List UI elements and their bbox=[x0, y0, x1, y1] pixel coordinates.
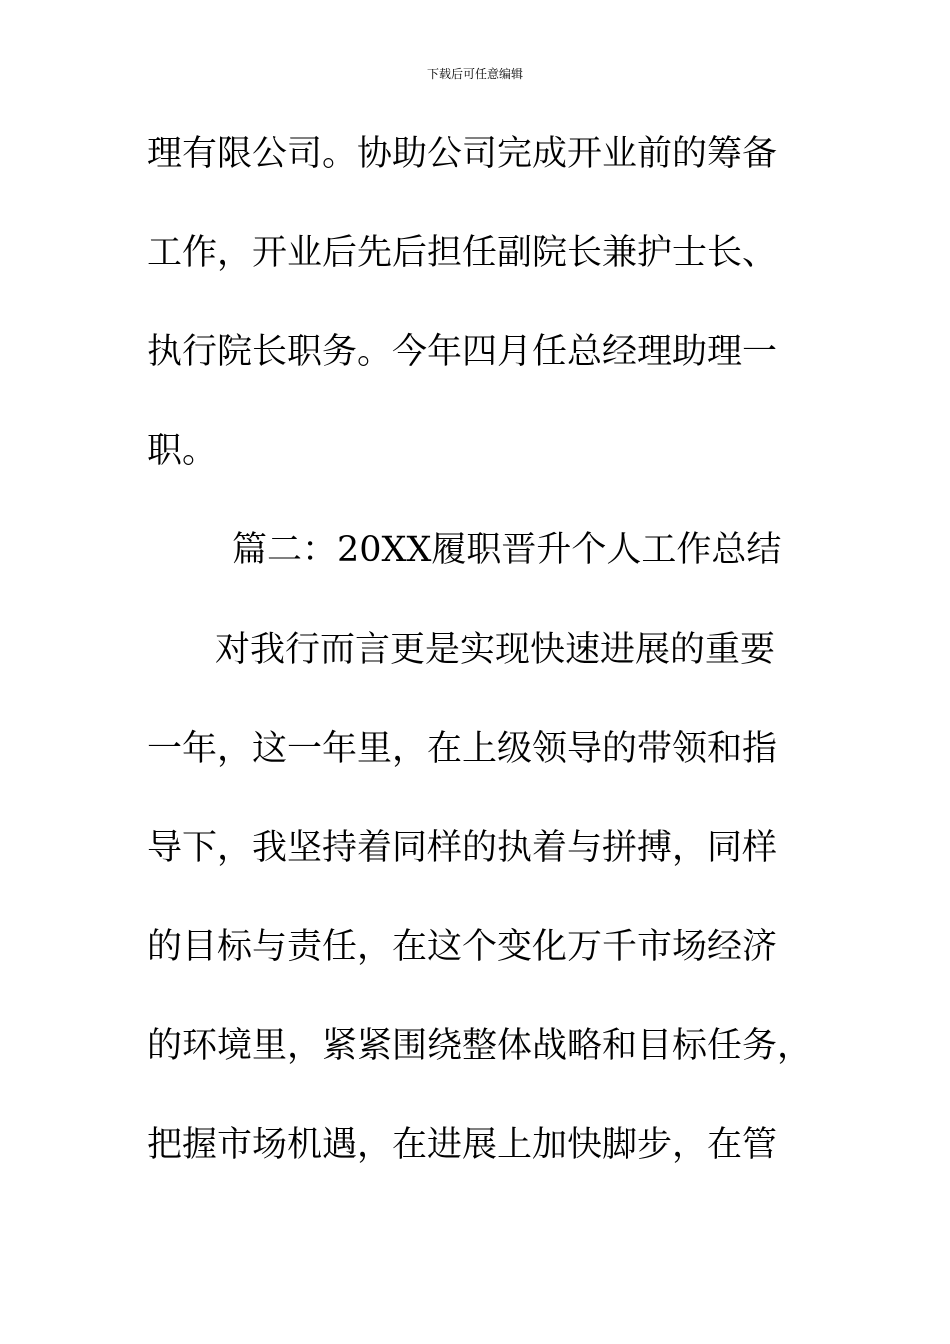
text-line: 导下，我坚持着同样的执着与拼搏，同样 bbox=[147, 828, 778, 868]
text-line: 执行院长职务。今年四月任总经理助理一 bbox=[147, 332, 778, 372]
text-line: 一年，这一年里，在上级领导的带领和指 bbox=[147, 729, 778, 769]
text-line: 理有限公司。协助公司完成开业前的筹备 bbox=[147, 134, 778, 174]
text-line: 职。 bbox=[147, 431, 218, 471]
text-line: 的环境里，紧紧围绕整体战略和目标任务， bbox=[147, 1026, 813, 1066]
text-line: 对我行而言更是实现快速进展的重要 bbox=[215, 630, 776, 670]
text-line: 把握市场机遇，在进展上加快脚步，在管 bbox=[147, 1125, 778, 1165]
section-heading: 篇二：20XX履职晋升个人工作总结 bbox=[232, 530, 782, 570]
page-header: 下载后可任意编辑 bbox=[426, 67, 523, 81]
text-line: 的目标与责任，在这个变化万千市场经济 bbox=[147, 927, 778, 967]
text-line: 工作，开业后先后担任副院长兼护士长、 bbox=[147, 233, 778, 273]
